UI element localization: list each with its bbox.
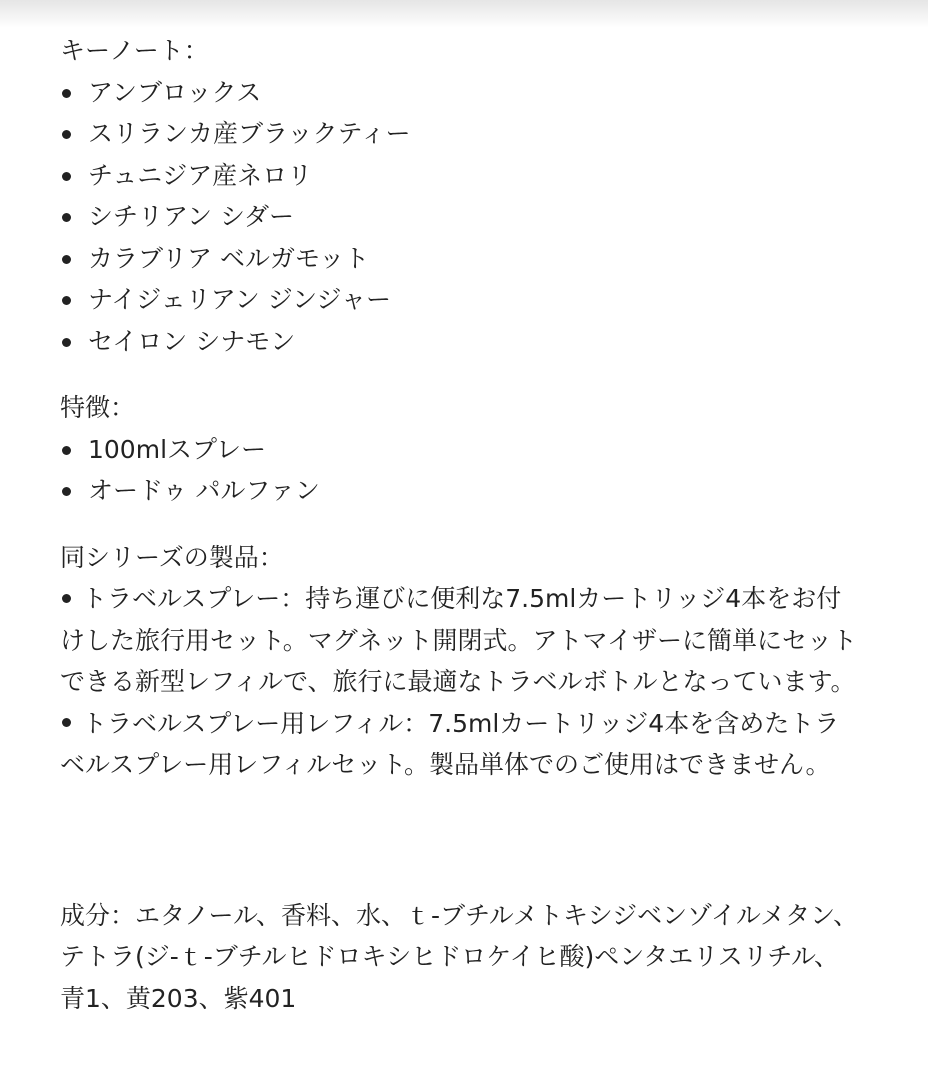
key-notes-heading: キーノート： [60,36,209,65]
list-item: セイロン シナモン [60,321,860,363]
list-item: チュニジア産ネロリ [60,155,860,197]
list-item: カラブリア ベルガモット [60,238,860,280]
list-item: オードゥ パルファン [60,470,860,512]
bullet-dot [62,594,71,603]
series-item-text: トラベルスプレー用レフィル：7.5mlカートリッジ4本を含めたトラベルスプレー用レフィルセット。製品単体でのご使用はできません。 [60,708,840,779]
series-item-text: トラベルスプレー：持ち運びに便利な7.5mlカートリッジ4本をお付けした旅行用セット。マグネット開閉式。アトマイザーに簡単にセットできる新型レフィルで、旅行に最適なトラベルボトルとなっています。 [60,584,858,696]
product-description [60,30,860,1019]
top-shadow [0,0,928,28]
list-item: ナイジェリアン ジンジャー [60,279,860,321]
spacer [60,786,860,895]
list-item: 100mlスプレー [60,429,860,471]
ingredients-text: 成分：エタノール、香料、水、ｔ-ブチルメトキシジベンゾイルメタン、テトラ(ジ-ｔ-ブチルヒドロキシヒドロケイヒ酸)ペンタエリスリチル、青1、黄203、紫401 [60,900,859,1013]
series-item-travel-spray [60,578,860,703]
features-heading: 特徴： [60,393,136,422]
series-heading: 同シリーズの製品： [60,542,284,572]
list-item: アンブロックス [60,72,860,114]
key-notes-list [60,72,860,363]
spacer [60,362,860,387]
list-item: シチリアン シダー [60,196,860,238]
list-item: スリランカ産ブラックティー [60,113,860,155]
spacer [60,512,860,537]
bullet-dot [62,718,71,727]
series-item-refill [60,703,860,786]
features-list [60,429,860,512]
